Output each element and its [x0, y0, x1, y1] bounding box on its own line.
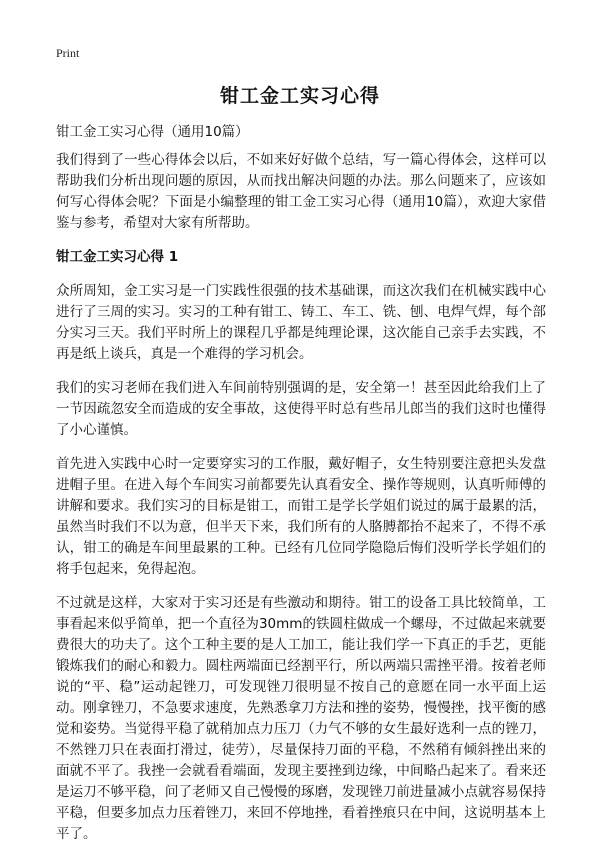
- document-body: [56, 150, 546, 858]
- body-paragraph-2: 我们的实习老师在我们进入车间前特别强调的是，安全第一！甚至因此给我们上了一节因疏忽安全而造成的安全事故，这使得平时总有些吊儿郎当的我们这时也懂得了小心谨慎。: [56, 380, 546, 438]
- body-paragraph-4: 不过就是这样，大家对于实习还是有些激动和期待。钳工的设备工具比较简单，工事看起来似乎简单，把一个直径为30mm的铁圆柱做成一个螺母，不过做起来就要费很大的功夫了。这个工种主要的是人工加工，能让我们学一下真正的手艺，更能锻炼我们的耐心和毅力。圆柱两端面已经割平行，所以两端只需挫平滑。按着老师说的“平、稳”运动起锉刀，可发现锉刀很明显不按自己的意愿在同一水平面上运动。刚拿锉刀，不急要求速度，先熟悉拿刀方法和挫的姿势，慢慢挫，找平衡的感觉和姿势。当觉得平稳了就稍加点力压刀（力气不够的女生最好选利一点的锉刀，不然锉刀只在表面打滑过，徒劳），尽量保持刀面的平稳，不然稍有倾斜挫出来的面就不平了。我挫一会就看看端面，发现主要挫到边缘，中间略凸起来了。看来还是运刀不够平稳，问了老师又自己慢慢的琢磨，发现锉刀前进量减小点就容易保持平稳，但要多加点力压着锉刀，来回不停地挫，看着挫痕只在中间，这说明基本上平了。: [56, 595, 546, 842]
- print-label[interactable]: Print: [56, 46, 80, 60]
- page-title: 钳工金工实习心得: [219, 85, 380, 107]
- body-paragraph-3: 首先进入实践中心时一定要穿实习的工作服，戴好帽子，女生特别要注意把头发盘进帽子里。在进入每个车间实习前都要先认真看安全、操作等规则，认真听师傅的讲解和要求。我们实习的目标是钳工，而钳工是学长学姐们说过的属于最累的活，虽然当时我们不以为意，但半天下来，我们所有的人胳膊都抬不起来了，不得不承认，钳工的确是车间里最累的工种。已经有几位同学隐隐后悔们没听学长学姐们的将手包起来，免得起泡。: [56, 456, 546, 577]
- body-paragraph-1: 众所周知，金工实习是一门实践性很强的技术基础课，而这次我们在机械实践中心进行了三周的实习。实习的工种有钳工、铸工、车工、铣、刨、电焊气焊，每个部分实习三天。我们平时所上的课程几乎都是纯理论课，这次能自己亲手去实践，不再是纸上谈兵，真是一个难得的学习机会。: [56, 283, 546, 362]
- document-subtitle: 钳工金工实习心得（通用10篇）: [56, 124, 249, 140]
- intro-paragraph: 我们得到了一些心得体会以后，不如来好好做个总结，写一篇心得体会，这样可以帮助我们分析出现问题的原因，从而找出解决问题的办法。那么问题来了，应该如何写心得体会呢？下面是小编整理的钳工金工实习心得（通用10篇），欢迎大家借鉴与参考，希望对大家有所帮助。: [56, 152, 546, 231]
- section-heading: 钳工金工实习心得 1: [56, 249, 179, 265]
